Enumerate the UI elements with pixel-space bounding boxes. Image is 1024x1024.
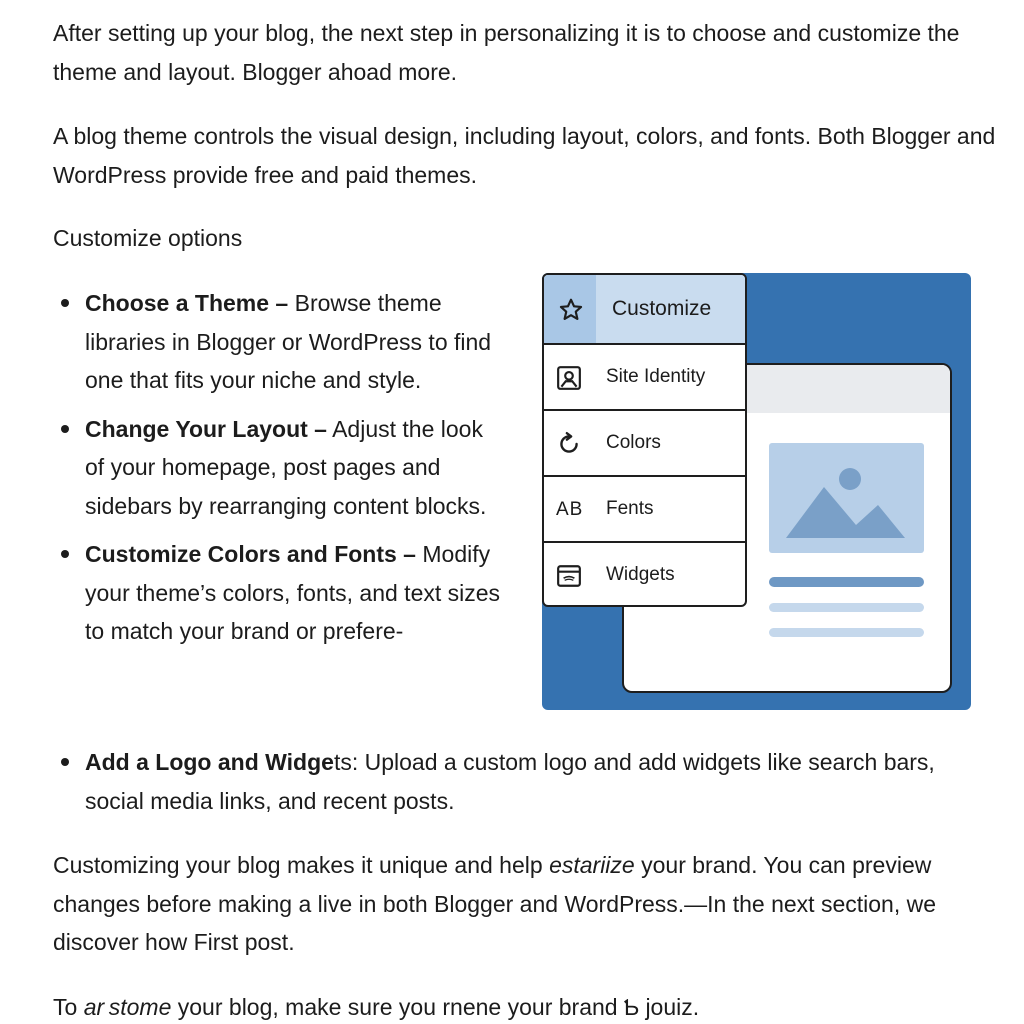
menu-item-label: Colors: [606, 432, 661, 453]
customize-illustration: [542, 273, 971, 710]
list-item-title: Change Your Layout –: [85, 415, 327, 442]
list-item: [53, 284, 508, 400]
menu-item-label: Fents: [606, 498, 654, 519]
options-heading: Customize options: [53, 225, 243, 251]
list-item-text: Adjust the look of your homepage, post pages and sidebars by rearranging content blocks.: [85, 415, 487, 519]
list-item: [53, 743, 983, 820]
final-text-b: your blog, make sure you rnene your brand Ƅ jouiz.: [171, 994, 700, 1020]
list-item-title: Customize Colors and Fonts –: [85, 541, 416, 567]
text-line-placeholder: [769, 628, 924, 637]
closing-text-a: Customizing your blog makes it unique and help: [53, 852, 550, 878]
list-item-text: Modify your theme’s colors, fonts, and text sizes to match your brand or prefere-: [85, 541, 501, 644]
star-icon: [558, 297, 584, 323]
list-item-title: Add a Logo and Widge: [85, 749, 334, 775]
text-line-placeholder: [769, 577, 924, 587]
options-list: [53, 284, 508, 661]
closing-paragraph: [53, 846, 1003, 962]
sun-icon: [839, 468, 861, 490]
menu-item-label: Site Identity: [606, 366, 706, 387]
customize-menu-title: Customize: [612, 297, 712, 320]
closing-text-b: your brand. You can preview changes before making a live in both Blogger and WordPress.—In the next section, we discover how First post.: [53, 852, 937, 955]
list-item-text: ts: Upload a custom logo and add widgets like search bars, social media links, and recent posts.: [85, 749, 935, 814]
intro-paragraph: After setting up your blog, the next step in personalizing it is to choose and customize the theme and layout. Blogger ahoad more.: [53, 20, 960, 85]
refresh-arrow-icon: [556, 431, 582, 457]
list-item: [53, 535, 508, 651]
final-paragraph: [53, 988, 1003, 1024]
menu-item-widgets[interactable]: [544, 543, 745, 607]
menu-item-label: Widgets: [606, 564, 675, 585]
final-text-a: To: [53, 994, 84, 1020]
text-line-placeholder: [769, 603, 924, 612]
list-item-text: Browse theme libraries in Blogger or WordPress to find one that fits your niche and style.: [85, 290, 492, 393]
customize-menu-header[interactable]: [544, 275, 745, 345]
list-item-title: Choose a Theme –: [85, 290, 289, 316]
menu-item-site-identity[interactable]: [544, 345, 745, 411]
theme-paragraph: A blog theme controls the visual design, including layout, colors, and fonts. Both Blogger and WordPress provide free and paid themes.: [53, 123, 996, 188]
ab-fonts-icon: AB: [556, 499, 584, 520]
final-emphasis: ar stome: [83, 994, 172, 1020]
list-item: [53, 410, 508, 526]
image-frame-icon: [556, 365, 582, 391]
menu-item-fonts[interactable]: [544, 477, 745, 543]
customize-menu: [542, 273, 747, 607]
widget-window-icon: [556, 563, 582, 589]
closing-emphasis: estariize: [549, 852, 635, 878]
menu-item-colors[interactable]: [544, 411, 745, 477]
